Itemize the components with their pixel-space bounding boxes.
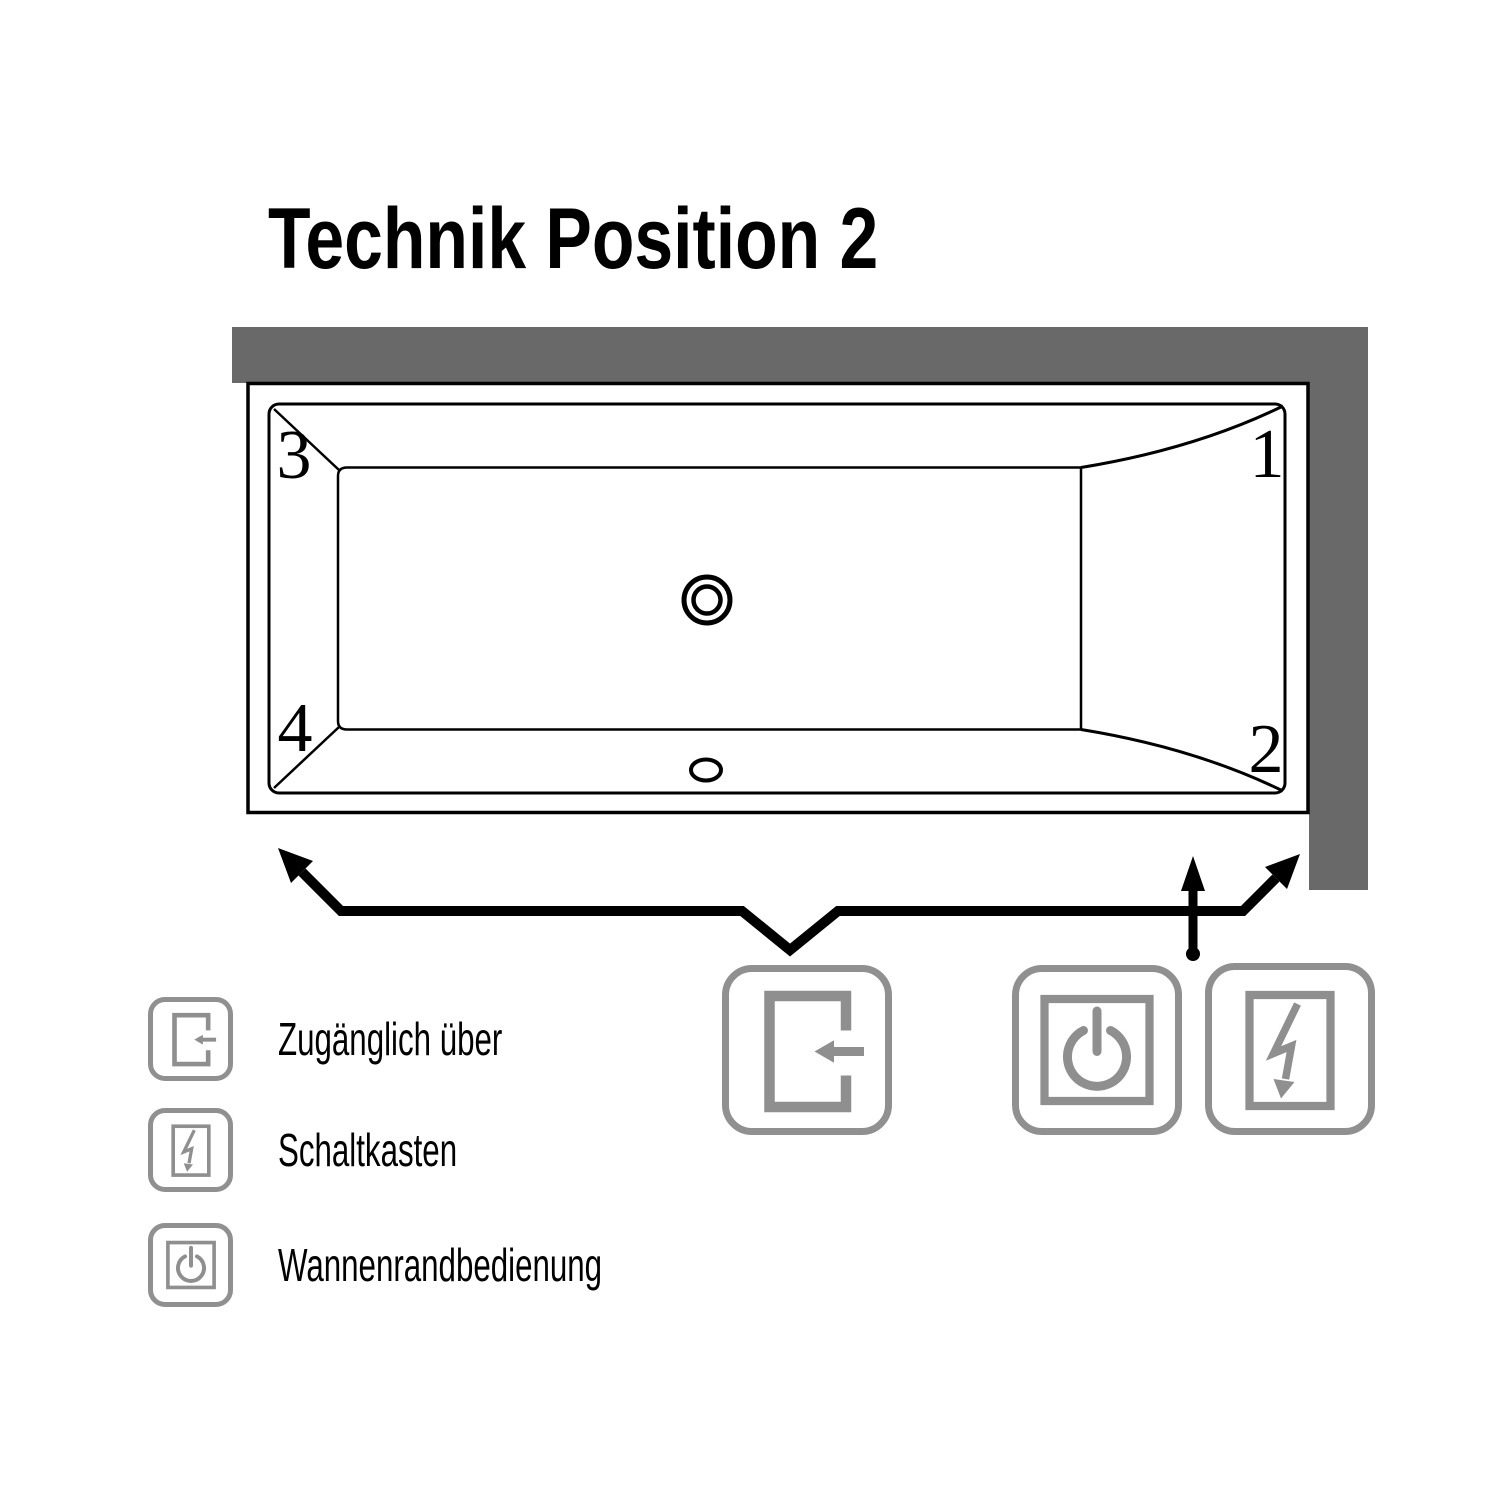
corner-label-3: 3 [276, 417, 312, 494]
access-range-bracket [302, 872, 1276, 950]
page-title: Technik Position 2 [268, 191, 879, 287]
tub-outer-edge [248, 384, 1308, 813]
door-arrow-icon [722, 965, 892, 1135]
lightning-icon [1205, 963, 1375, 1135]
power-icon [1012, 965, 1182, 1135]
power-icon [148, 1223, 233, 1307]
corner-label-2: 2 [1248, 711, 1284, 788]
legend-item-switchbox [148, 1108, 541, 1192]
corner-label-4: 4 [277, 690, 313, 767]
legend-item-rim-control [148, 1223, 755, 1307]
corner-label-1: 1 [1249, 416, 1285, 493]
door-arrow-icon [148, 997, 233, 1081]
control-arrowhead-up [1181, 856, 1205, 891]
control-arrow-dot [1186, 947, 1200, 961]
legend-label: Zugänglich über [278, 1013, 503, 1065]
legend-item-access [148, 997, 608, 1081]
legend-label: Schaltkasten [278, 1124, 458, 1176]
legend-label: Wannenrandbedienung [278, 1239, 603, 1291]
lightning-icon [148, 1108, 233, 1192]
